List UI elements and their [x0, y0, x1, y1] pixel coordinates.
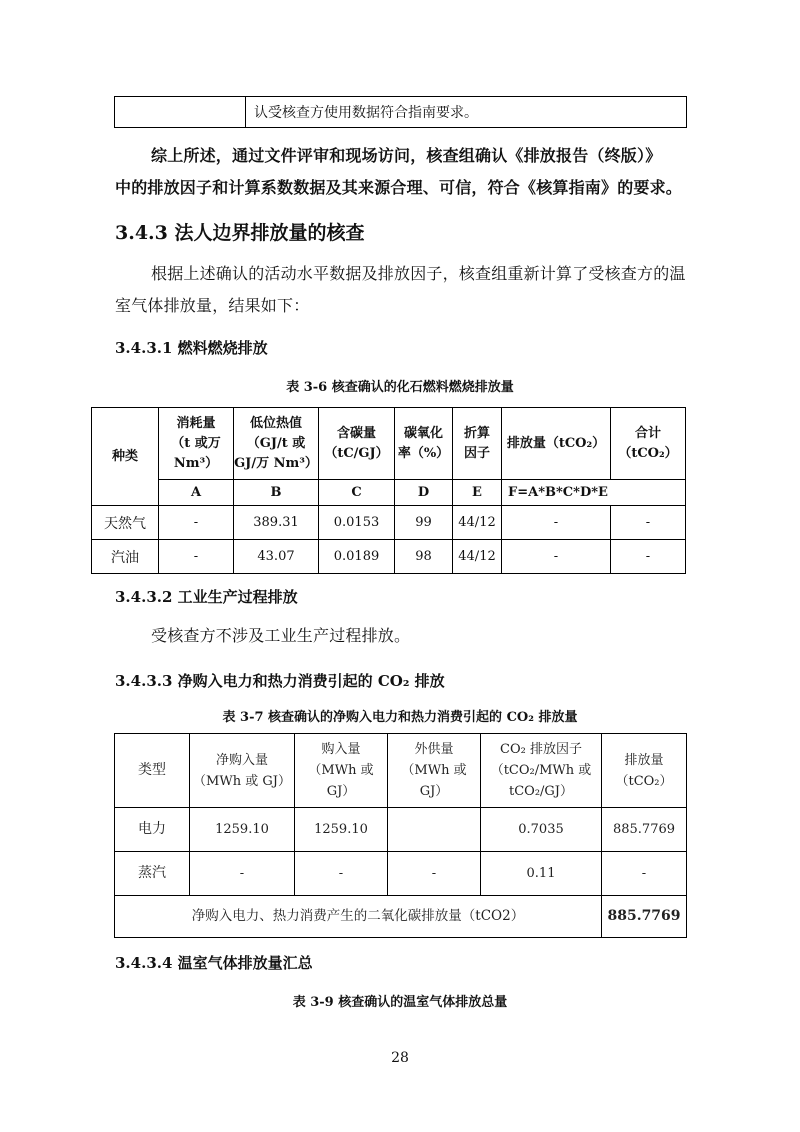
top-table-text-cell: 认受核查方使用数据符合指南要求。 [246, 97, 687, 128]
t36-h-factor-2: 因子 [463, 445, 490, 461]
t36-r2-ncv: 43.07 [234, 540, 319, 574]
t37-h-net-2: （MWh 或 GJ） [193, 773, 291, 789]
t37-total-value: 885.7769 [602, 896, 687, 938]
t37-h-em-2: （tCO₂） [615, 773, 673, 789]
t36-r1-kind: 天然气 [92, 506, 159, 540]
t37-h-factor-3: tCO₂/GJ） [508, 784, 574, 799]
t36-header-factor [453, 408, 502, 480]
t36-h-ncv-1: 低位热值 [249, 415, 302, 431]
section-3432-heading: 3.4.3.2 工业生产过程排放 [115, 588, 298, 606]
t36-h-ox-2: 率（%） [397, 445, 450, 461]
top-table [114, 96, 687, 128]
t37-h-sup-1: 外供量 [414, 742, 454, 757]
t36-h-ox-1: 碳氧化 [403, 425, 443, 441]
t37-r2-type: 蒸汽 [115, 852, 190, 896]
section-343-line-1: 根据上述确认的活动水平数据及排放因子，核查组重新计算了受核查方的温 [151, 264, 686, 283]
t37-h-factor-1: CO₂ 排放因子 [500, 742, 582, 757]
summary-paragraph [115, 140, 695, 204]
page-number: 28 [391, 1050, 409, 1066]
t36-letter-b: B [234, 480, 319, 506]
t36-letter-c: C [319, 480, 395, 506]
t36-r2-consumption: - [159, 540, 234, 574]
t37-r2-bought: - [295, 852, 388, 896]
t37-r1-bought: 1259.10 [295, 808, 388, 852]
section-3433-heading: 3.4.3.3 净购入电力和热力消费引起的 CO₂ 排放 [115, 672, 445, 690]
t36-h-cons-3: Nm³） [173, 455, 219, 471]
t36-h-carbon-2: （tC/GJ） [324, 445, 389, 461]
t36-h-cons-2: （t 或万 [171, 435, 221, 451]
t37-r1-type: 电力 [115, 808, 190, 852]
table39-caption: 表 3-9 核查确认的温室气体排放总量 [292, 995, 508, 1010]
t36-r1-total: - [611, 506, 686, 540]
t36-letter-d: D [395, 480, 453, 506]
t36-r1-factor: 44/12 [453, 506, 502, 540]
t37-total-label: 净购入电力、热力消费产生的二氧化碳排放量（tCO2） [115, 896, 602, 938]
table37-caption: 表 3-7 核查确认的净购入电力和热力消费引起的 CO₂ 排放量 [222, 710, 578, 725]
t36-header-consumption [159, 408, 234, 480]
t37-r2-emission: - [602, 852, 687, 896]
section-3434-heading: 3.4.3.4 温室气体排放量汇总 [115, 954, 313, 972]
table-row [115, 808, 687, 852]
t36-r2-oxidation: 98 [395, 540, 453, 574]
t36-h-ncv-2: （GJ/t 或 [246, 435, 306, 451]
t36-r2-carbon: 0.0189 [319, 540, 395, 574]
t37-h-sup-2: （MWh 或 [401, 763, 467, 778]
t36-r2-emission: - [502, 540, 611, 574]
t36-r1-consumption: - [159, 506, 234, 540]
t36-header-oxidation [395, 408, 453, 480]
t37-h-net-1: 净购入量 [215, 752, 268, 768]
t36-h-cons-1: 消耗量 [176, 415, 216, 431]
summary-line-2: 中的排放因子和计算系数数据及其来源合理、可信，符合《核算指南》的要求。 [115, 178, 683, 197]
t36-r2-factor: 44/12 [453, 540, 502, 574]
t37-h-em-1: 排放量 [624, 752, 664, 768]
t37-h-bought-3: GJ） [326, 784, 356, 799]
t37-h-sup-3: GJ） [419, 784, 449, 799]
table36-caption: 表 3-6 核查确认的化石燃料燃烧排放量 [286, 380, 514, 395]
t37-header-factor [481, 734, 602, 808]
t37-header-net [190, 734, 295, 808]
t37-h-bought-1: 购入量 [321, 742, 361, 757]
section-343-paragraph [115, 258, 695, 322]
t36-r1-ncv: 389.31 [234, 506, 319, 540]
t36-r1-emission: - [502, 506, 611, 540]
section-343-line-2: 室气体排放量，结果如下： [115, 296, 310, 315]
t37-header-type: 类型 [115, 734, 190, 808]
t36-h-factor-1: 折算 [463, 425, 490, 441]
t37-header-supplied [388, 734, 481, 808]
t36-header-ncv [234, 408, 319, 480]
table37 [114, 733, 687, 938]
section-3432-body: 受核查方不涉及工业生产过程排放。 [151, 626, 411, 645]
t37-header-emission [602, 734, 687, 808]
t37-header-bought [295, 734, 388, 808]
t37-r2-supplied: - [388, 852, 481, 896]
t36-r1-carbon: 0.0153 [319, 506, 395, 540]
table36 [91, 407, 686, 574]
t36-header-kind: 种类 [92, 408, 159, 506]
table-row [115, 896, 687, 938]
section-3431-heading: 3.4.3.1 燃料燃烧排放 [115, 339, 268, 357]
t36-letter-formula: F=A*B*C*D*E [502, 480, 686, 506]
table-row [115, 852, 687, 896]
t36-header-carbon [319, 408, 395, 480]
t37-r1-factor: 0.7035 [481, 808, 602, 852]
t36-r2-kind: 汽油 [92, 540, 159, 574]
t36-h-carbon-1: 含碳量 [336, 425, 376, 441]
t36-letter-e: E [453, 480, 502, 506]
table-row [92, 540, 686, 574]
top-table-blank-cell [115, 97, 246, 128]
summary-line-1: 综上所述，通过文件评审和现场访问，核查组确认《排放报告（终版）》 [151, 146, 662, 165]
t36-header-total [611, 408, 686, 480]
t37-h-bought-2: （MWh 或 [308, 763, 374, 778]
t37-r1-supplied [388, 808, 481, 852]
t36-h-ncv-3: GJ/万 Nm³） [234, 455, 318, 471]
t37-r1-net: 1259.10 [190, 808, 295, 852]
t36-r2-total: - [611, 540, 686, 574]
t36-letter-a: A [159, 480, 234, 506]
section-343-heading: 3.4.3 法人边界排放量的核查 [115, 222, 365, 244]
table-row [92, 506, 686, 540]
t37-r2-net: - [190, 852, 295, 896]
t36-h-total-1: 合计 [634, 425, 661, 441]
t36-r1-oxidation: 99 [395, 506, 453, 540]
t37-r2-factor: 0.11 [481, 852, 602, 896]
t37-h-factor-2: （tCO₂/MWh 或 [490, 763, 592, 778]
t37-r1-emission: 885.7769 [602, 808, 687, 852]
t36-header-emission: 排放量（tCO₂） [502, 408, 611, 480]
t36-h-total-2: （tCO₂） [618, 445, 678, 461]
